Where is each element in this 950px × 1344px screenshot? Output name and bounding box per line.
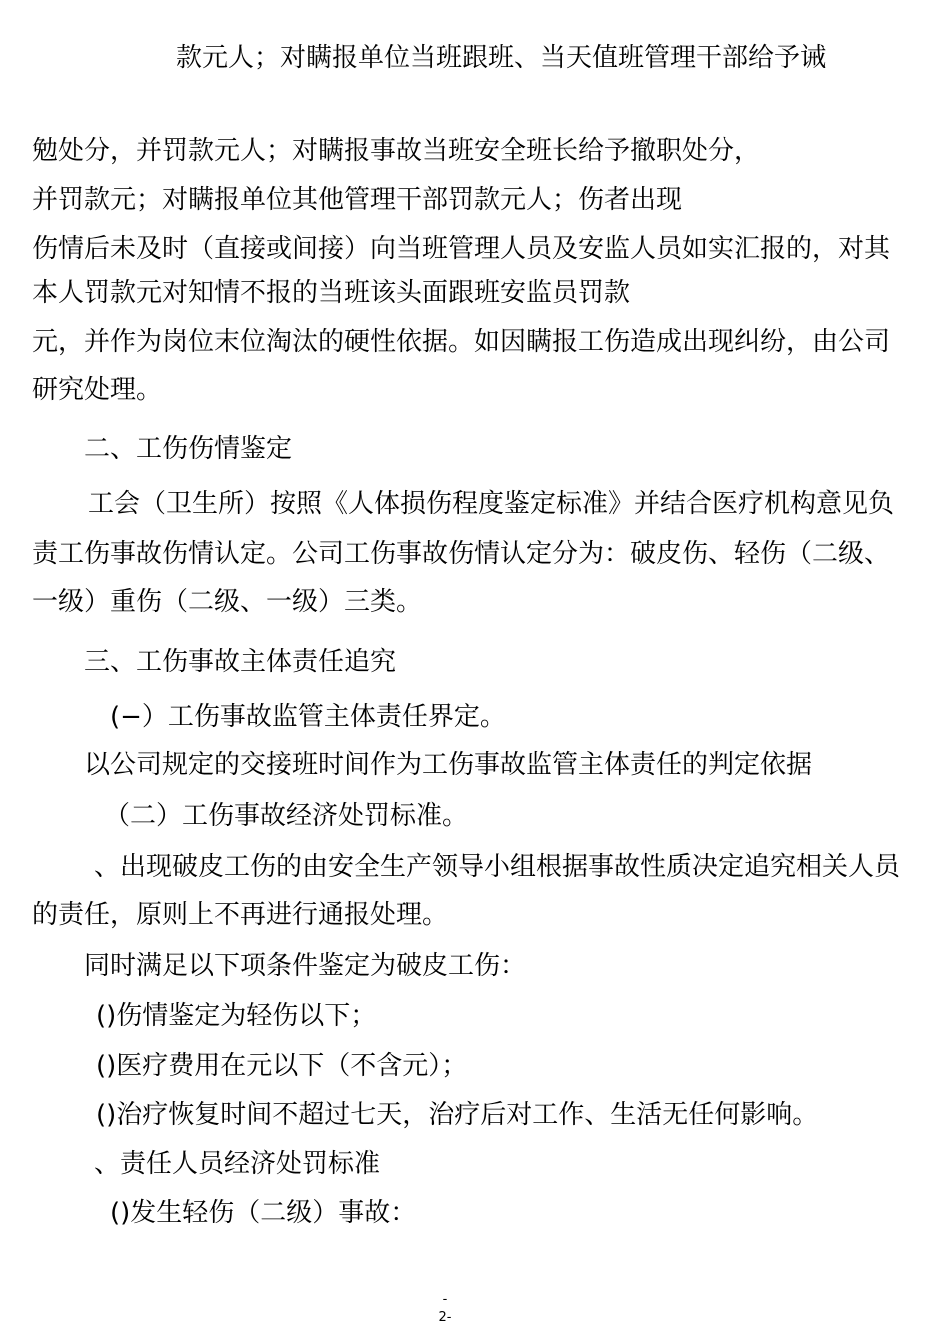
section-heading-2: 二、工伤伤情鉴定 [84, 434, 293, 464]
text-line-9: 工会（卫生所）按照《人体损伤程度鉴定标准》并结合医疗机构意见负 [88, 489, 895, 519]
text-line-23: ()发生轻伤（二级）事故： [110, 1198, 417, 1228]
text-line-1: 款元人；对瞒报单位当班跟班、当天值班管理干部给予诫 [176, 43, 827, 73]
text-line-10: 责工伤事故伤情认定。公司工伤事故伤情认定分为：破皮伤、轻伤（二级、 [32, 539, 891, 569]
footer-dash: - [442, 1292, 448, 1307]
subsection-heading-2: （二）工伤事故经济处罚标准。 [104, 801, 469, 831]
list-item-2: ()医疗费用在元以下（不含元）； [96, 1051, 468, 1081]
page-number: 2- [438, 1310, 452, 1325]
text-line-16: 、出现破皮工伤的由安全生产领导小组根据事故性质决定追究相关人员 [94, 852, 901, 882]
text-line-11: 一级）重伤（二级、一级）三类。 [32, 587, 423, 617]
text-line-7: 研究处理。 [32, 375, 163, 405]
text-line-18: 同时满足以下项条件鉴定为破皮工伤： [84, 951, 527, 981]
text-line-5: 本人罚款元对知情不报的当班该头面跟班安监员罚款 [32, 278, 631, 308]
text-line-4: 伤情后未及时（直接或间接）向当班管理人员及安监人员如实汇报的，对其 [32, 234, 891, 264]
section-heading-3: 三、工伤事故主体责任追究 [84, 647, 397, 677]
text-line-14: 以公司规定的交接班时间作为工伤事故监管主体责任的判定依据 [84, 750, 813, 780]
text-line-3: 并罚款元；对瞒报单位其他管理干部罚款元人；伤者出现 [32, 185, 683, 215]
list-item-1: ()伤情鉴定为轻伤以下； [96, 1001, 377, 1031]
text-line-22: 、责任人员经济处罚标准 [94, 1149, 381, 1179]
text-line-6: 元，并作为岗位末位淘汰的硬性依据。如因瞒报工伤造成出现纠纷，由公司 [32, 327, 891, 357]
subsection-heading-1: (−）工伤事故监管主体责任界定。 [110, 702, 506, 732]
list-item-3: ()治疗恢复时间不超过七天，治疗后对工作、生活无任何影响。 [96, 1100, 819, 1130]
text-line-2: 勉处分，并罚款元人；对瞒报事故当班安全班长给予撤职处分， [32, 136, 761, 166]
text-line-17: 的责任，原则上不再进行通报处理。 [32, 900, 449, 930]
